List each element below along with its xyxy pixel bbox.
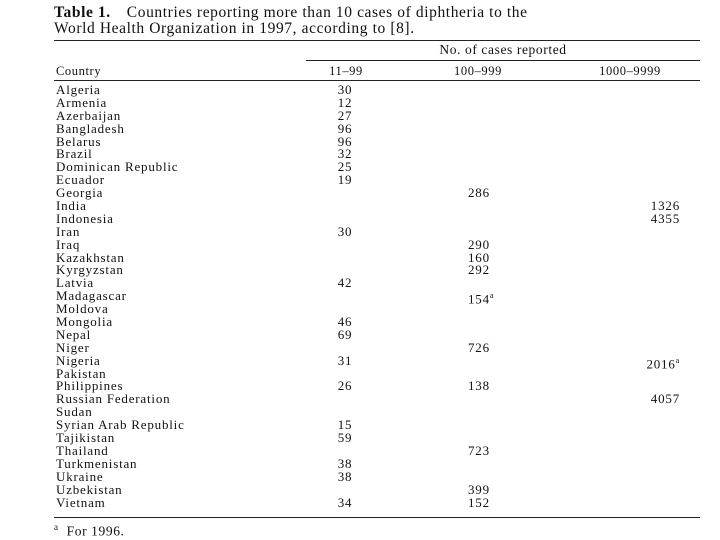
table-row	[0, 174, 720, 187]
cases-11-99-cell: 26	[337, 378, 353, 394]
country-cell: India	[56, 198, 87, 214]
header-col-11-99: 11–99	[329, 64, 363, 78]
country-cell: Iraq	[56, 236, 81, 252]
country-cell: Azerbaijan	[56, 107, 122, 123]
cases-100-999-cell: 160	[468, 249, 490, 265]
cases-11-99-cell: 46	[337, 314, 353, 330]
header-col-1000-9999: 1000–9999	[599, 64, 661, 78]
footnote-ref: a	[489, 291, 495, 301]
footnote-mark: a	[54, 522, 59, 532]
cases-100-999-cell: 290	[468, 236, 490, 252]
country-cell: Kyrgyzstan	[56, 262, 124, 278]
table-row	[0, 339, 720, 355]
table-row	[0, 187, 720, 200]
table-row	[0, 84, 720, 97]
country-cell: Turkmenistan	[56, 455, 138, 471]
cases-11-99-cell: 25	[337, 159, 353, 175]
bottom-rule	[54, 517, 700, 518]
table-label: Table 1.	[54, 4, 111, 21]
cases-11-99-cell: 38	[337, 468, 353, 484]
cases-11-99-cell: 59	[337, 430, 353, 446]
country-cell: Georgia	[56, 185, 104, 201]
cases-11-99-cell: 42	[337, 275, 353, 291]
cases-1000-9999-cell: 4355	[650, 210, 680, 226]
table-row	[0, 161, 720, 174]
country-cell: Mongolia	[56, 314, 113, 330]
cases-11-99-cell: 69	[337, 326, 353, 342]
cases-100-999-cell: 152	[468, 494, 490, 510]
country-cell: Philippines	[56, 378, 124, 394]
cases-100-999-cell: 723	[468, 442, 490, 458]
country-cell: Russian Federation	[56, 391, 171, 407]
cases-1000-9999-cell: 4057	[650, 391, 680, 407]
country-cell: Thailand	[56, 442, 109, 458]
table-row	[0, 210, 720, 226]
country-cell: Latvia	[56, 275, 95, 291]
country-cell: Belarus	[56, 133, 102, 149]
cases-11-99-cell: 34	[337, 494, 353, 510]
table-row	[0, 264, 720, 277]
cases-11-99-cell: 38	[337, 455, 353, 471]
cases-11-99-cell: 27	[337, 107, 353, 123]
caption-text-1: Countries reporting more than 10 cases of diphtheria to the	[126, 4, 528, 21]
table-row	[0, 316, 720, 329]
table-row	[0, 393, 720, 406]
cases-100-999-cell: 286	[468, 185, 490, 201]
header-rule	[54, 80, 700, 81]
country-cell: Indonesia	[56, 210, 114, 226]
country-cell: Algeria	[56, 82, 101, 97]
cases-100-999-cell: 726	[468, 339, 490, 355]
table-row	[0, 133, 720, 149]
table-body	[0, 84, 720, 509]
country-cell: Bangladesh	[56, 120, 125, 136]
cases-100-999-cell: 399	[468, 481, 490, 497]
spanning-header-rule	[306, 60, 700, 61]
cases-11-99-cell: 19	[337, 172, 353, 188]
cases-11-99-cell: 31	[337, 352, 353, 368]
top-rule	[54, 40, 700, 41]
country-cell: Syrian Arab Republic	[56, 417, 185, 433]
country-cell: Brazil	[56, 146, 93, 162]
country-cell: Niger	[56, 339, 90, 355]
country-cell: Sudan	[56, 404, 93, 420]
country-cell: Moldova	[56, 301, 109, 317]
country-cell: Iran	[56, 223, 81, 239]
caption-line-2: World Health Organization in 1997, according to [8].	[54, 20, 415, 37]
country-cell: Dominican Republic	[56, 159, 179, 175]
country-cell: Uzbekistan	[56, 481, 123, 497]
country-cell: Vietnam	[56, 494, 106, 510]
country-cell: Armenia	[56, 94, 108, 110]
table-row	[0, 494, 720, 510]
cases-1000-9999-cell: 1326	[650, 198, 680, 214]
country-cell: Tajikistan	[56, 430, 116, 446]
cases-11-99-cell: 12	[337, 94, 353, 110]
country-cell: Kazakhstan	[56, 249, 125, 265]
country-cell: Pakistan	[56, 365, 107, 381]
cases-100-999-cell: 292	[468, 262, 490, 278]
table-row	[0, 352, 720, 372]
country-cell: Nepal	[56, 326, 92, 342]
cases-11-99-cell: 96	[337, 120, 353, 136]
country-cell: Madagascar	[56, 288, 127, 304]
table-row	[0, 455, 720, 471]
footnote-ref: a	[675, 355, 680, 365]
cases-100-999-cell: 138	[468, 378, 490, 394]
cases-100-999-cell: 154$^a$	[468, 291, 495, 307]
header-col-100-999: 100–999	[454, 64, 502, 78]
table-row	[0, 326, 720, 342]
table-row	[0, 120, 720, 136]
footnote	[54, 522, 125, 540]
cases-11-99-cell: 30	[337, 82, 353, 97]
table-row	[0, 223, 720, 239]
header-country: Country	[56, 64, 102, 78]
spanning-header: No. of cases reported	[439, 42, 567, 57]
country-cell: Nigeria	[56, 352, 101, 368]
country-cell: Ecuador	[56, 172, 105, 188]
caption-line-1	[54, 5, 714, 21]
cases-11-99-cell: 30	[337, 223, 353, 239]
table-row	[0, 481, 720, 497]
cases-11-99-cell: 32	[337, 146, 353, 162]
country-cell: Ukraine	[56, 468, 104, 484]
cases-11-99-cell: 96	[337, 133, 353, 149]
cases-11-99-cell: 15	[337, 417, 353, 433]
footnote-text: For 1996.	[66, 523, 125, 539]
cases-1000-9999-cell: 2016$^a$	[646, 355, 680, 372]
table-caption	[54, 5, 714, 37]
